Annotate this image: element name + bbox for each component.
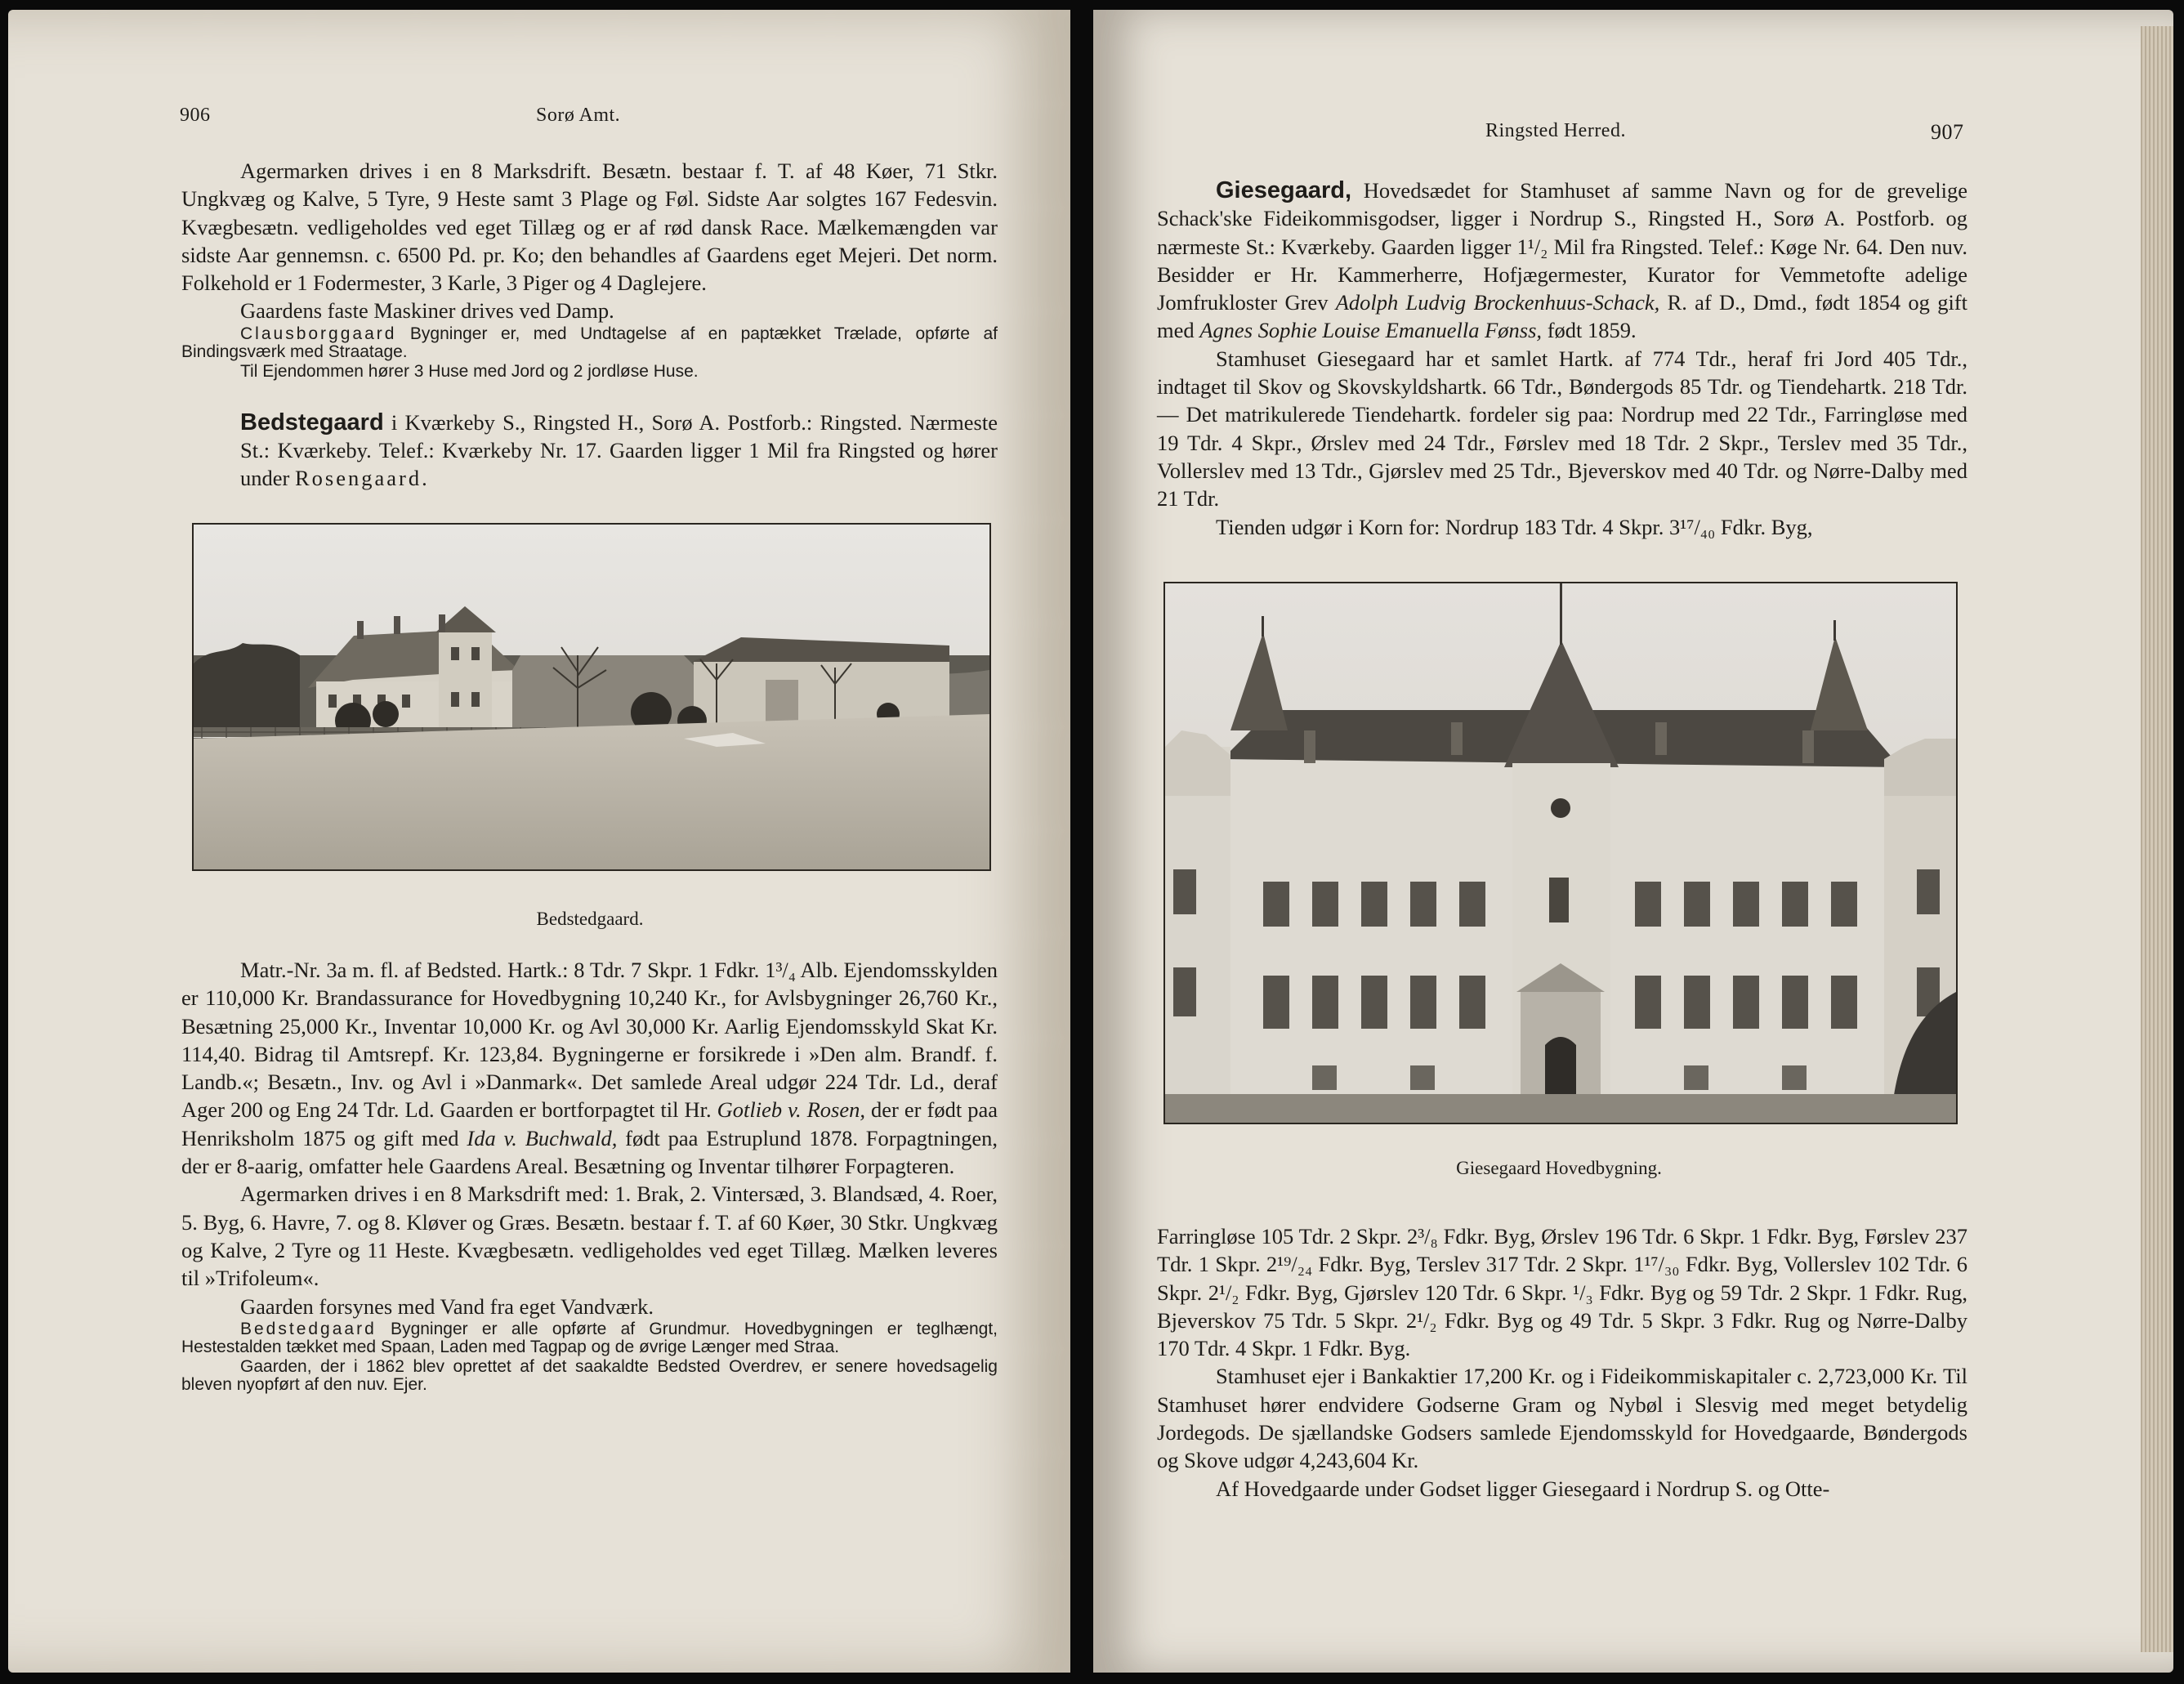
water-paragraph: Gaarden forsynes med Vand fra eget Vandværk. (240, 1293, 654, 1319)
left-running-head: Sorø Amt. (536, 105, 621, 126)
matrikel-paragraph: Matr.-Nr. 3a m. fl. af Bedsted. Hartk.: 8 Tdr. 7 Skpr. 1 Fdkr. 1³/₄ Alb. Ejendomsskylden er 110,000 Kr. Brandassurance for Hovedbygning 10,240 Kr., for Avlsbygninger 26,760 Kr., Besætning 25,000 Kr., Inventar 10,000 Kr. og Avl 30,000 Kr. Aarlig Ejendomsskyld Skat Kr. 114,40. Bidrag til Amtsrepf. Kr. 123,84. Bygningerne er forsikrede i »Den alm. Brandf. f. Landb.«; Besætn., Inv. og Avl i »Danmark«. Det samlede Areal udgør 224 Tdr. Ld., deraf Ager 200 og Eng 24 Tdr. Ld. Gaarden er bortforpagtet til Hr. Gotlieb v. Rosen, der er født paa Henriksholm 1875 og gift med Ida v. Buchwald, født paa Estruplund 1878. Forpagtningen, der er 8-aarig, omfatter hele Gaardens Areal. Besætning og Inventar tilhører Forpagteren. (181, 958, 998, 1179)
giesegaard-heading: Giesegaard, (1216, 177, 1352, 203)
giesegaard-caption: Giesegaard Hovedbygning. (1456, 1158, 1662, 1178)
crop-rotation-paragraph: Agermarken drives i en 8 Marksdrift med: 1. Brak, 2. Vintersæd, 3. Blandsæd, 4. Roer, 5. Byg, 6. Havre, 7. og 8. Kløver og Græs. Besætn. bestaar f. T. af 60 Køer, 30 Stkr. Ungkvæg og Kalve, 2 Tyre og 11 Heste. Kvægbesætn. vedligeholdes ved eget Tillæg. Mælken leveres til »Trifoleum«. (181, 1181, 998, 1291)
machines-paragraph: Gaardens faste Maskiner drives ved Damp. (240, 298, 614, 324)
bedstegaard-entry: Bedstegaard i Kværkeby S., Ringsted H., Sorø A. Postforb.: Ringsted. Nærmeste St.: Kværkeby. Telef.: Kværkeby Nr. 17. Gaarden ligger 1 Mil fra Ringsted og hører under Rosengaard. (240, 409, 998, 491)
hartkorn-paragraph: Stamhuset Giesegaard har et samlet Hartk. af 774 Tdr., heraf fri Jord 405 Tdr., indtaget til Skov og Skovskyldshartk. 66 Tdr., Bøndergods 85 Tdr. og Tiendehartk. 218 Tdr. — Det matrikulerede Tiendehartk. fordeler sig paa: Nordrup med 22 Tdr., Farringløse med 19 Tdr. 4 Skpr., Ørslev med 24 Tdr., Førslev med 18 Tdr. 2 Skpr., Terslev med 35 Tdr., Vollerslev med 13 Tdr., Gjørslev med 25 Tdr., Bjeverskov med 40 Tdr. og Nørre-Dalby med 21 Tdr. (1157, 346, 1967, 511)
left-bottom-column (181, 956, 998, 1394)
left-page-number: 906 (180, 105, 211, 126)
right-page-number: 907 (1931, 120, 1964, 144)
tithe-paragraph-cont: Farringløse 105 Tdr. 2 Skpr. 2³/₈ Fdkr. Byg, Ørslev 196 Tdr. 6 Skpr. 1 Fdkr. Byg, Førslev 237 Tdr. 1 Skpr. 2¹⁹/₂₄ Fdkr. Byg, Terslev 317 Tdr. 2 Skpr. 1¹⁷/₃₀ Fdkr. Byg, Vollerslev 102 Tdr. 6 Skpr. 2¹/₂ Fdkr. Byg, Gjørslev 120 Tdr. 6 Skpr. ¹/₃ Fdkr. Byg og 59 Tdr. 2 Skpr. 1 Fdkr. Rug, Bjeverskov 75 Tdr. 5 Skpr. 2¹/₂ Fdkr. Byg og 49 Tdr. 5 Skpr. 3 Fdkr. Rug og Nørre-Dalby 170 Tdr. 4 Skpr. 1 Fdkr. Byg. (1157, 1224, 1967, 1361)
right-running-head: Ringsted Herred. (1485, 120, 1626, 141)
manors-paragraph: Af Hovedgaarde under Godset ligger Giesegaard i Nordrup S. og Otte- (1216, 1476, 1830, 1501)
bedstedgaard-caption: Bedstedgaard. (536, 909, 644, 929)
bedstedgaard-photo (192, 523, 991, 871)
capital-paragraph: Stamhuset ejer i Bankaktier 17,200 Kr. og i Fideikommiskapitaler c. 2,723,000 Kr. Til Stamhuset hører endvidere Godserne Gram og Nybøl i Slesvig med meget betydelig Jordegods. De sjællandske Godsers samlede Ejendomsskyld for Hovedgaarde, Bøndergods og Skove udgør 4,243,604 Kr. (1157, 1364, 1967, 1473)
page-edge (2141, 26, 2173, 1652)
tithe-paragraph-start: Tienden udgør i Korn for: Nordrup 183 Tdr. 4 Skpr. 3¹⁷/₄₀ Fdkr. Byg, (1216, 514, 1813, 539)
estate-heading: Bedstegaard (240, 409, 384, 436)
giesegaard-entry: Giesegaard, Hovedsædet for Stamhuset af samme Navn og for de grevelige Schack'ske Fideikommisgodser, ligger i Nordrup S., Ringsted H., Sorø A. Postforb. og nærmeste St.: Kværkeby. Gaarden ligger 1¹/₂ Mil fra Ringsted. Telef.: Køge Nr. 64. Den nuv. Besidder er Hr. Kammerherre, Hofjægermester, Kurator for Vemmetofte adelige Jomfrukloster Grev Adolph Ludvig Brockenhuus-Schack, R. af D., Dmd., født 1854 og gift med Agnes Sophie Louise Emanuella Fønss, født 1859. (1157, 177, 1967, 343)
history-note: Gaarden, der i 1862 blev oprettet af det saakaldte Bedsted Overdrev, er senere hovedsagelig bleven nyopført af den nuv. Ejer. (181, 1356, 998, 1394)
buildings-note: Clausborggaard Bygninger er, med Undtagelse af en paptækket Trælade, opførte af Bindingsværk med Straatage. (181, 324, 998, 361)
giesegaard-photo (1163, 582, 1958, 1124)
right-top-column (1157, 176, 1967, 541)
right-bottom-column (1157, 1222, 1967, 1503)
left-page (8, 10, 1070, 1673)
right-page (1093, 10, 2173, 1673)
houses-note: Til Ejendommen hører 3 Huse med Jord og 2 jordløse Huse. (240, 361, 699, 381)
bedstedgaard-buildings-note: Bedstedgaard Bygninger er alle opførte af Grundmur. Hovedbygningen er teglhængt, Hestestalden tækket med Spaan, Laden med Tagpap og de øvrige Længer med Straa. (181, 1319, 998, 1356)
left-top-column (181, 157, 998, 493)
agriculture-paragraph: Agermarken drives i en 8 Marksdrift. Besætn. bestaar f. T. af 48 Køer, 71 Stkr. Ungkvæg og Kalve, 5 Tyre, 9 Heste samt 3 Plage og Føl. Sidste Aar solgtes 167 Fedesvin. Kvægbesætn. vedligeholdes ved eget Tillæg og er af rød dansk Race. Mælkemængden var sidste Aar gennemsn. c. 6500 Pd. pr. Ko; den behandles af Gaardens eget Mejeri. Det norm. Folkehold er 1 Fodermester, 3 Karle, 3 Piger og 4 Daglejere. (181, 159, 998, 296)
